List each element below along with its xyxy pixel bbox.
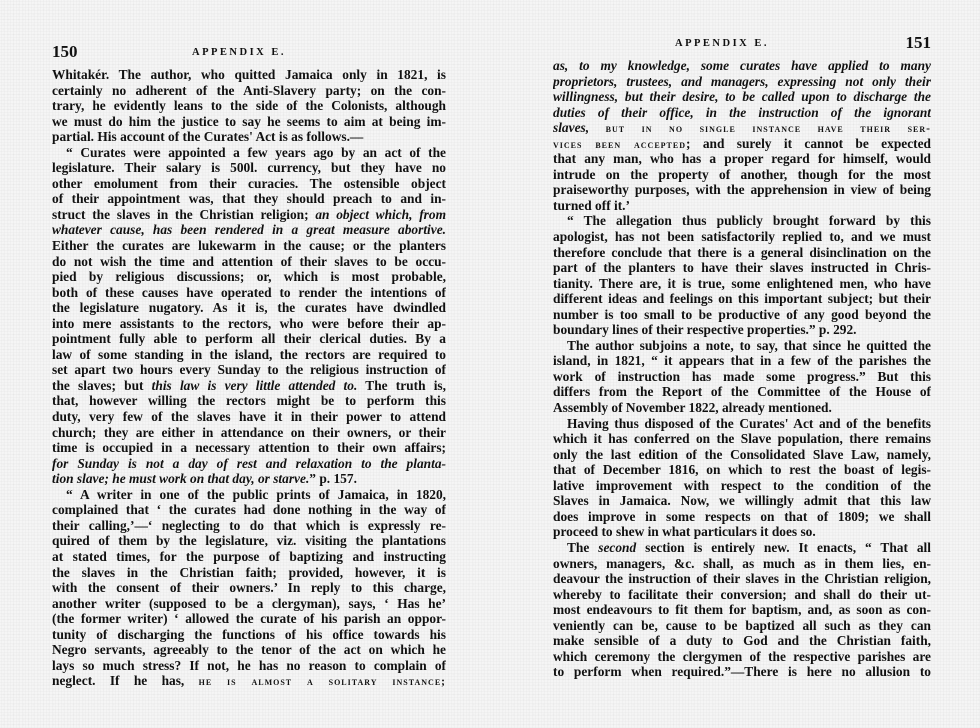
- line-text: trary, he evidently leans to the side of the Colonists, although: [52, 98, 446, 114]
- line-text: whereby to facilitate their conversion; and shall do their ut-: [553, 586, 931, 602]
- line-text: pied by religious discussions; or, which is most probable,: [52, 269, 446, 285]
- right-page-body: [553, 58, 931, 680]
- text-line: [553, 338, 931, 354]
- text-line: [52, 471, 446, 487]
- text-line: [52, 565, 446, 581]
- left-page-header: [52, 42, 446, 62]
- text-line: [52, 176, 446, 192]
- text-line: [553, 447, 931, 463]
- line-text: Assembly of November 1822, already mentioned.: [553, 400, 832, 416]
- italic-text: for Sunday is not a day of rest and relaxation to the planta-: [52, 455, 446, 471]
- line-text: which it has conferred on the Slave population, there remains: [553, 431, 931, 447]
- text-line: [52, 347, 446, 363]
- line-text: to perform when required.”—There is here no allusion to: [553, 664, 931, 680]
- italic-text: duties of their office, in the instruction of the ignorant: [553, 104, 931, 120]
- line-text: struct the slaves in the Christian religion;: [52, 206, 316, 222]
- line-text: that of December 1816, on which to rest the boast of legis-: [553, 462, 931, 478]
- line-text: most endeavours to fit them for baptism, and, as soon as con-: [553, 602, 931, 618]
- text-line: [52, 67, 446, 83]
- line-text: time is occupied in a necessary attention to their own affairs;: [52, 440, 446, 456]
- line-text: that any man, who has a proper regard for himself, would: [553, 151, 931, 167]
- text-line: [52, 642, 446, 658]
- text-line: [52, 145, 446, 161]
- text-line: [52, 98, 446, 114]
- line-text: boundary lines of their respective properties.” p. 292.: [553, 322, 857, 338]
- line-text: differs from the Report of the Committee of the House of: [553, 384, 931, 400]
- text-line: [52, 611, 446, 627]
- text-line: [553, 307, 931, 323]
- text-line: [553, 478, 931, 494]
- line-text: duty, very few of the slaves have it in their power to attend: [52, 409, 446, 425]
- italic-text: this law is very little attended to.: [151, 377, 358, 393]
- line-text: neglect. If he has,: [52, 673, 199, 689]
- small-caps-text: vices been accepted: [553, 138, 687, 151]
- text-line: [553, 462, 931, 478]
- line-text: legislature. Their salary is 500l. currency, but they have no: [52, 160, 446, 176]
- line-text: the slaves in the Christian faith; provided, however, it is: [52, 564, 446, 580]
- text-line: [553, 369, 931, 385]
- text-line: [52, 409, 446, 425]
- line-text: set apart two hours every Sunday to the religious instruction of: [52, 362, 446, 378]
- text-line: [553, 524, 931, 540]
- running-head: APPENDIX E.: [674, 38, 769, 49]
- line-text: Having thus disposed of the Curates' Act and of the benefits: [567, 415, 931, 431]
- line-text: Slaves in Jamaica. Now, we willingly admit that this law: [553, 493, 931, 509]
- text-line: [553, 400, 931, 416]
- text-line: [52, 378, 446, 394]
- italic-text: slaves,: [553, 120, 590, 136]
- text-line: [553, 291, 931, 307]
- line-text: The truth is,: [357, 377, 446, 393]
- line-text: lative improvement with respect to the condition of the: [553, 477, 931, 493]
- text-line: [553, 136, 931, 152]
- text-line: [52, 673, 446, 689]
- line-text: both of these causes have operated to render the intentions of: [52, 284, 446, 300]
- left-page-body: [52, 67, 446, 689]
- text-line: [553, 120, 931, 136]
- text-line: [52, 456, 446, 472]
- text-line: [52, 316, 446, 332]
- text-line: [52, 440, 446, 456]
- italic-text: as, to my knowledge, some curates have applied to many: [553, 58, 931, 73]
- text-line: [52, 549, 446, 565]
- text-line: [553, 664, 931, 680]
- line-text: certainly no adherent of the Anti-Slavery party; on the con-: [52, 82, 446, 98]
- text-line: [553, 602, 931, 618]
- line-text: ” p. 157.: [309, 471, 357, 487]
- line-text: partial. His account of the Curates' Act is as follows.—: [52, 129, 364, 145]
- text-line: [553, 74, 931, 90]
- text-line: [52, 518, 446, 534]
- text-line: [52, 502, 446, 518]
- line-text: quired of them by the legislature, viz. visiting the plantations: [52, 533, 446, 549]
- text-line: [553, 587, 931, 603]
- text-line: [553, 245, 931, 261]
- text-line: [52, 129, 446, 145]
- line-text: which ceremony the clergymen of the respective parishes are: [553, 648, 931, 664]
- line-text: part of the planters to have their slaves instructed in Chris-: [553, 260, 931, 276]
- line-text: complained that ‘ the curates had done nothing in the way of: [52, 502, 446, 518]
- line-text: law of some standing in the island, the rectors are required to: [52, 346, 446, 362]
- text-line: [52, 191, 446, 207]
- text-line: [553, 540, 931, 556]
- line-text: with the consent of their owners.’ In reply to this charge,: [52, 580, 446, 596]
- text-line: [52, 207, 446, 223]
- line-text: apologist, has not been satisfactorily replied to, and we must: [553, 229, 931, 245]
- text-line: [553, 649, 931, 665]
- text-line: [553, 353, 931, 369]
- line-text: tunity of discharging the functions of his office towards his: [52, 626, 446, 642]
- text-line: [553, 556, 931, 572]
- line-text: The: [567, 539, 599, 555]
- text-line: [52, 300, 446, 316]
- running-head: APPENDIX E.: [191, 47, 286, 58]
- line-text: island, in 1821, “ it appears that in a few of the parishes the: [553, 353, 931, 369]
- text-line: [52, 222, 446, 238]
- text-line: [52, 658, 446, 674]
- line-text: deavour the instruction of their slaves in the Christian religion,: [553, 571, 931, 587]
- line-text: proceed to shew in what particulars it does so.: [553, 524, 816, 540]
- line-text: tianity. There are, it is true, some enlightened men, who have: [553, 275, 931, 291]
- line-text: intrude on the property of another, though for the most: [553, 166, 931, 182]
- small-caps-text: he is almost a solitary instance;: [198, 676, 446, 689]
- italic-text: whatever cause, has been rendered in a great measure abortive.: [52, 222, 446, 238]
- small-caps-text: but in no single instance have their ser-: [589, 123, 931, 136]
- text-line: [553, 416, 931, 432]
- text-line: [553, 213, 931, 229]
- line-text: make sensible of a duty to God and the Christian faith,: [553, 633, 931, 649]
- right-page-header: [553, 33, 931, 53]
- text-line: [553, 198, 931, 214]
- line-text: “ The allegation thus publicly brought forward by this: [567, 213, 931, 229]
- italic-text: tion slave; he must work on that day, or starve.: [52, 471, 310, 487]
- line-text: ; and surely it cannot be expected: [686, 135, 931, 151]
- text-line: [52, 285, 446, 301]
- text-line: [553, 509, 931, 525]
- line-text: church; they are either in attendance on their owners, or their: [52, 424, 446, 440]
- line-text: does improve in some respects on that of 1809; we shall: [553, 508, 931, 524]
- line-text: into mere assistants to the rectors, who were before their ap-: [52, 315, 446, 331]
- line-text: the slaves; but: [52, 377, 152, 393]
- text-line: [553, 260, 931, 276]
- line-text: number is too small to be productive of any good beyond the: [553, 306, 931, 322]
- line-text: “ A writer in one of the public prints of Jamaica, in 1820,: [66, 486, 446, 502]
- line-text: (the former writer) ‘ allowed the curate of his parish an oppor-: [52, 611, 446, 627]
- text-line: [553, 431, 931, 447]
- italic-text: proprietors, trustees, and managers, expressing not only their: [553, 73, 931, 89]
- page-number: 151: [905, 33, 931, 52]
- text-line: [553, 618, 931, 634]
- line-text: at stated times, for the purpose of baptizing and instructing: [52, 548, 446, 564]
- italic-text: willingness, but their desire, to be called upon to discharge the: [553, 89, 931, 105]
- text-line: [553, 58, 931, 74]
- text-line: [553, 493, 931, 509]
- text-line: [52, 114, 446, 130]
- line-text: work of instruction has made some progress.” But this: [553, 368, 931, 384]
- line-text: that, however willing the rectors might be to perform this: [52, 393, 446, 409]
- text-line: [52, 331, 446, 347]
- text-line: [52, 160, 446, 176]
- text-line: [52, 362, 446, 378]
- line-text: pointment fully able to perform all their clerical duties. By a: [52, 331, 446, 347]
- text-line: [553, 571, 931, 587]
- text-line: [52, 425, 446, 441]
- line-text: other emolument from their curacies. The ostensible object: [52, 175, 446, 191]
- text-line: [553, 151, 931, 167]
- line-text: owners, managers, &c. shall, as much as in them lies, en-: [553, 555, 931, 571]
- text-line: [52, 627, 446, 643]
- line-text: therefore conclude that there is a general disinclination on the: [553, 244, 931, 260]
- line-text: “ Curates were appointed a few years ago by an act of the: [66, 144, 446, 160]
- text-line: [52, 596, 446, 612]
- line-text: we must do him the justice to say he seems to aim at being im-: [52, 113, 446, 129]
- line-text: section is entirely new. It enacts, “ That all: [636, 539, 931, 555]
- text-line: [553, 89, 931, 105]
- text-line: [52, 83, 446, 99]
- text-line: [553, 633, 931, 649]
- line-text: their calling,’—‘ neglecting to do that which is expressly re-: [52, 517, 446, 533]
- line-text: the legislature nugatory. As it is, the curates have dwindled: [52, 300, 446, 316]
- line-text: turned off it.’: [553, 197, 630, 213]
- text-line: [52, 487, 446, 503]
- text-line: [52, 269, 446, 285]
- line-text: veniently can be, cause to be baptized all such as they can: [553, 617, 931, 633]
- text-line: [52, 580, 446, 596]
- text-line: [52, 393, 446, 409]
- text-line: [553, 105, 931, 121]
- line-text: do not wish the time and attention of their slaves to be occu-: [52, 253, 446, 269]
- text-line: [553, 322, 931, 338]
- line-text: different ideas and feelings on this important subject; but their: [553, 291, 931, 307]
- text-line: [52, 238, 446, 254]
- text-line: [553, 384, 931, 400]
- line-text: The author subjoins a note, to say, that since he quitted the: [567, 337, 931, 353]
- text-line: [52, 533, 446, 549]
- line-text: only the last edition of the Consolidated Slave Law, namely,: [553, 446, 931, 462]
- text-line: [553, 276, 931, 292]
- text-line: [553, 229, 931, 245]
- line-text: of their appointment was, that they should preach to and in-: [52, 191, 446, 207]
- text-line: [52, 254, 446, 270]
- line-text: lays so much stress? If not, he has no reason to complain of: [52, 657, 446, 673]
- text-line: [553, 182, 931, 198]
- line-text: Negro servants, agreeably to the tenor of the act on which he: [52, 642, 446, 658]
- page-number: 150: [52, 42, 78, 61]
- line-text: another writer (supposed to be a clergyman), says, ‘ Has he’: [52, 595, 446, 611]
- italic-text: second: [598, 539, 637, 555]
- line-text: praiseworthy purposes, with the apprehension in view of being: [553, 182, 931, 198]
- text-line: [553, 167, 931, 183]
- line-text: Either the curates are lukewarm in the cause; or the planters: [52, 238, 446, 254]
- italic-text: an object which, from: [315, 206, 446, 222]
- line-text: Whitakér. The author, who quitted Jamaica only in 1821, is: [52, 67, 446, 82]
